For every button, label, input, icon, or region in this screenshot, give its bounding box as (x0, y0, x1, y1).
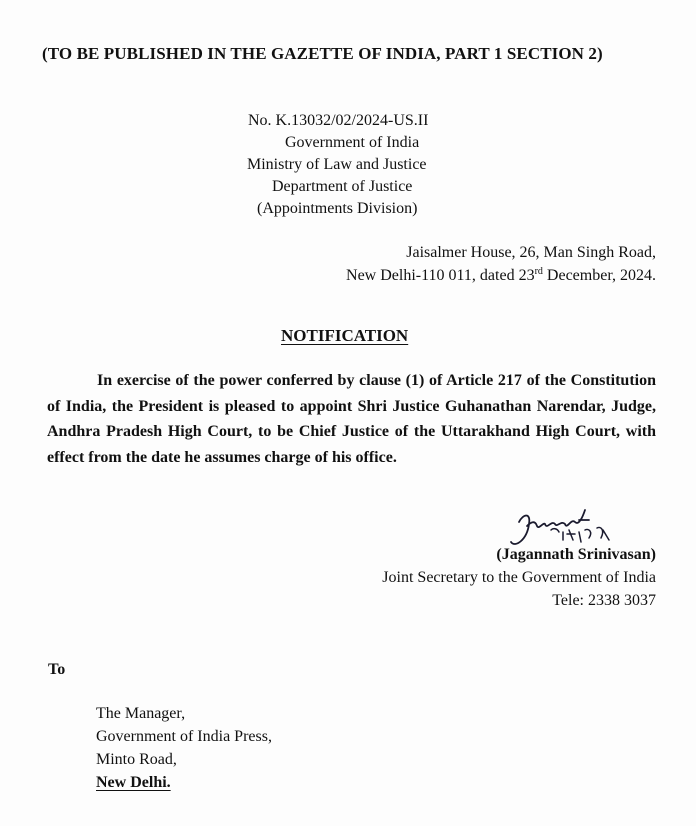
recipient-line-1: The Manager, (96, 705, 186, 722)
recipient-line-4: New Delhi. (96, 774, 171, 791)
address-line-2 (346, 267, 656, 285)
to-label: To (48, 661, 66, 678)
notification-body: In exercise of the power conferred by clause (1) of Article 217 of the Constitution of India, the President is pleased to appoint Shri Justice Guhanathan Narendar, Judge, Andhra Pradesh High Court, to be Chief Justice of the Uttarakhand High Court, with effect from the date he assumes charge of his office. (47, 372, 656, 466)
address-date-rest: December, 2024. (542, 267, 656, 284)
address-date-prefix: New Delhi-110 011, dated 23 (346, 267, 535, 284)
gazette-heading: (TO BE PUBLISHED IN THE GAZETTE OF INDIA, PART 1 SECTION 2) (42, 44, 603, 63)
recipient-line-2: Government of India Press, (96, 728, 272, 745)
department-line: Department of Justice (272, 178, 413, 195)
signatory-designation: Joint Secretary to the Government of India (382, 569, 656, 586)
address-line-1: Jaisalmer House, 26, Man Singh Road, (406, 244, 656, 261)
file-number: No. K.13032/02/2024-US.II (248, 112, 429, 129)
signatory-telephone: Tele: 2338 3037 (552, 592, 656, 609)
ministry-line: Ministry of Law and Justice (247, 156, 427, 173)
notification-title: NOTIFICATION (281, 326, 409, 345)
recipient-line-3: Minto Road, (96, 751, 177, 768)
signatory-name: (Jagannath Srinivasan) (496, 546, 656, 563)
division-line: (Appointments Division) (257, 200, 418, 217)
address-date-suffix: rd (534, 266, 543, 277)
government-line: Government of India (285, 134, 420, 151)
